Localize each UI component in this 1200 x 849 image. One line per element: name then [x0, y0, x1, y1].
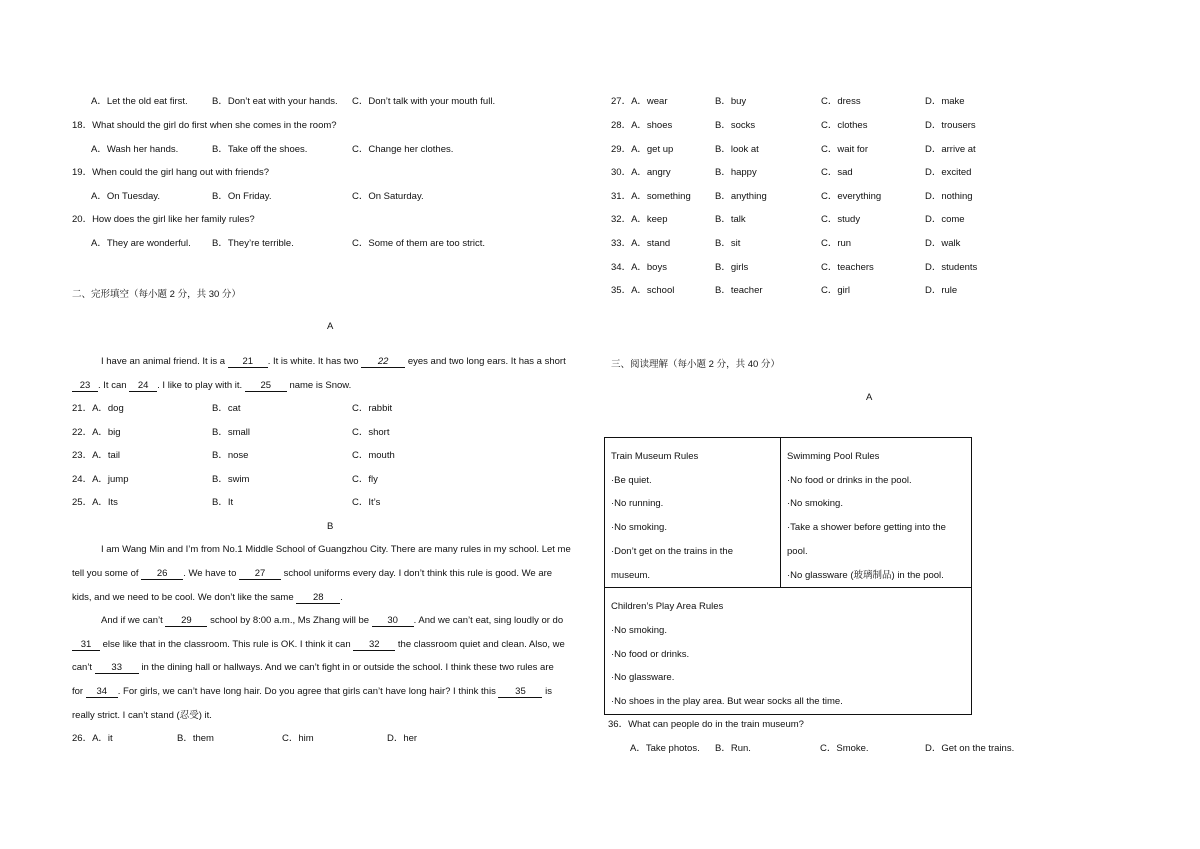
q21-option-c: C．rabbit — [352, 403, 393, 414]
q24-option-a: 24．A．jump — [72, 474, 129, 485]
blank-29: 29 — [165, 615, 207, 627]
blank-30: 30 — [372, 615, 414, 627]
rule-item: ·No running. — [611, 498, 664, 510]
q19-option-a: A．On Tuesday. — [91, 191, 160, 202]
q36-option-c: C．Smoke. — [820, 743, 869, 754]
q30-option-b: B．happy — [715, 167, 757, 178]
q23-option-a: 23．A．tail — [72, 450, 121, 461]
rule-item: ·No food or drinks. — [611, 648, 690, 660]
q30-option-a: 30．A．angry — [611, 167, 671, 178]
passage-text: I have an animal friend. It is a — [101, 356, 226, 367]
swimming-pool-rules-title: Swimming Pool Rules — [787, 451, 880, 462]
q22-option-c: C．short — [352, 427, 390, 438]
passage-text: can’t — [72, 662, 93, 673]
q18-option-a: A．Wash her hands. — [91, 144, 179, 155]
rule-item: ·No glassware. — [611, 672, 675, 684]
q21-option-b: B．cat — [212, 403, 241, 414]
q24-option-b: B．swim — [212, 474, 250, 485]
q31-option-d: D．nothing — [925, 191, 973, 202]
q35-option-c: C．girl — [821, 285, 851, 296]
q20-text: 20．How does the girl like her family rules? — [72, 214, 255, 225]
blank-28: 28 — [296, 592, 340, 604]
rule-item: ·No smoking. — [787, 498, 843, 510]
q33-option-a: 33．A．stand — [611, 238, 671, 249]
rules-table — [604, 437, 972, 715]
rule-item: ·Be quiet. — [611, 474, 652, 486]
train-museum-rules-title: Train Museum Rules — [611, 451, 699, 462]
blank-21: 21 — [228, 356, 268, 368]
q36-option-b: B．Run. — [715, 743, 751, 754]
q26-option-d: D．her — [387, 733, 418, 744]
rule-item: ·No shoes in the play area. But wear socks all the time. — [611, 696, 843, 708]
q35-option-a: 35．A．school — [611, 285, 675, 296]
rule-item: ·No food or drinks in the pool. — [787, 474, 912, 486]
q17-option-c: C．Don’t talk with your mouth full. — [352, 96, 496, 107]
reading-a-label: A — [866, 392, 873, 403]
passage-text: else like that in the classroom. This rule is OK. I think it can — [102, 639, 351, 650]
q33-option-b: B．sit — [715, 238, 741, 249]
q26-option-a: 26．A．it — [72, 733, 113, 744]
rule-item: ·Take a shower before getting into the pool. — [787, 522, 946, 557]
q29-option-d: D．arrive at — [925, 144, 976, 155]
q30-option-c: C．sad — [821, 167, 853, 178]
passage-text: the classroom quiet and clean. Also, we — [397, 639, 565, 650]
passage-text: school by 8:00 a.m., Ms Zhang will be — [210, 615, 370, 626]
blank-33: 33 — [95, 662, 139, 674]
q25-option-a: 25．A．Its — [72, 497, 118, 508]
passage-text: . I like to play with it. — [157, 380, 243, 391]
q32-option-d: D．come — [925, 214, 965, 225]
passage-text: school uniforms every day. I don’t think this rule is good. We are — [283, 568, 553, 579]
passage-b-line-1 — [101, 544, 590, 556]
passage-b-line-6 — [72, 662, 554, 674]
q25-option-b: B．It — [212, 497, 234, 508]
passage-text: eyes and two long ears. It has a short — [407, 356, 566, 367]
passage-text: really strict. I can’t stand (忍受) it. — [72, 710, 212, 721]
passage-text: . It is white. It has two — [267, 356, 359, 367]
q23-option-c: C．mouth — [352, 450, 395, 461]
q36-option-a: A．Take photos. — [630, 743, 700, 754]
q34-option-a: 34．A．boys — [611, 262, 667, 273]
q27-option-d: D．make — [925, 96, 965, 107]
passage-b-line-8 — [72, 710, 212, 722]
q36-text: 36．What can people do in the train museum? — [608, 719, 804, 730]
blank-27: 27 — [239, 568, 281, 580]
passage-text: . — [340, 592, 343, 603]
q33-option-d: D．walk — [925, 238, 961, 249]
q31-option-a: 31．A．something — [611, 191, 691, 202]
passage-text: kids, and we need to be cool. We don’t like the same — [72, 592, 294, 603]
q28-option-b: B．socks — [715, 120, 756, 131]
q29-option-c: C．wait for — [821, 144, 868, 155]
train-museum-rules-cell — [605, 438, 781, 588]
q19-text: 19．When could the girl hang out with friends? — [72, 167, 269, 178]
q32-option-b: B．talk — [715, 214, 746, 225]
q32-option-c: C．study — [821, 214, 861, 225]
q34-option-b: B．girls — [715, 262, 749, 273]
passage-b-label: B — [327, 521, 334, 532]
passage-b-line-3 — [72, 592, 343, 604]
rule-item: ·Don’t get on the trains in the museum. — [611, 545, 733, 581]
passage-a-line-1 — [101, 356, 566, 368]
section2-title: 二、完形填空（每小题 2 分，共 30 分） — [72, 289, 241, 300]
q27-option-c: C．dress — [821, 96, 861, 107]
q18-text: 18．What should the girl do first when she comes in the room? — [72, 120, 337, 131]
play-area-rules-cell — [605, 588, 972, 715]
passage-text: . It can — [98, 380, 127, 391]
passage-text: for — [72, 686, 84, 697]
blank-35: 35 — [498, 686, 542, 698]
rule-item: ·No smoking. — [611, 624, 667, 636]
blank-24: 24 — [129, 380, 157, 392]
passage-text: . For girls, we can’t have long hair. Do you agree that girls can’t have long hair? I think this — [117, 686, 496, 697]
q20-option-a: A．They are wonderful. — [91, 238, 191, 249]
q22-option-a: 22．A．big — [72, 427, 121, 438]
q26-option-b: B．them — [177, 733, 214, 744]
q19-option-b: B．On Friday. — [212, 191, 272, 202]
blank-34: 34 — [86, 686, 118, 698]
q20-option-c: C．Some of them are too strict. — [352, 238, 486, 249]
q21-option-a: 21．A．dog — [72, 403, 124, 414]
q29-option-a: 29．A．get up — [611, 144, 674, 155]
passage-text: . And we can’t eat, sing loudly or do — [413, 615, 564, 626]
q18-option-c: C．Change her clothes. — [352, 144, 454, 155]
passage-b-line-7 — [72, 686, 552, 698]
blank-25: 25 — [245, 380, 287, 392]
passage-a-line-2 — [72, 380, 351, 392]
q28-option-c: C．clothes — [821, 120, 868, 131]
q36-option-d: D．Get on the trains. — [925, 743, 1015, 754]
q18-option-b: B．Take off the shoes. — [212, 144, 308, 155]
rule-item: ·No glassware (玻璃制品) in the pool. — [787, 569, 944, 581]
passage-text: in the dining hall or hallways. And we can’t fight in or outside the school. I think these two rules are — [141, 662, 554, 673]
q27-option-b: B．buy — [715, 96, 747, 107]
q26-option-c: C．him — [282, 733, 314, 744]
passage-text: name is Snow. — [289, 380, 352, 391]
section3-title: 三、阅读理解（每小题 2 分，共 40 分） — [611, 359, 780, 370]
blank-22: 22 — [361, 356, 405, 368]
q35-option-d: D．rule — [925, 285, 958, 296]
passage-text: . We have to — [183, 568, 237, 579]
q17-option-a: A．Let the old eat first. — [91, 96, 188, 107]
q31-option-b: B．anything — [715, 191, 767, 202]
passage-text: tell you some of — [72, 568, 139, 579]
q28-option-d: D．trousers — [925, 120, 976, 131]
swimming-pool-rules-cell — [781, 438, 972, 588]
q25-option-c: C．It’s — [352, 497, 381, 508]
passage-text: is — [545, 686, 552, 697]
q28-option-a: 28．A．shoes — [611, 120, 673, 131]
passage-text: And if we can’t — [101, 615, 163, 626]
passage-b-line-2 — [72, 568, 552, 580]
rule-item: ·No smoking. — [611, 522, 667, 534]
q22-option-b: B．small — [212, 427, 251, 438]
passage-text: I am Wang Min and I’m from No.1 Middle School of Guangzhou City. There are many rules in my school. Let me — [101, 544, 571, 555]
q31-option-c: C．everything — [821, 191, 882, 202]
q34-option-d: D．students — [925, 262, 978, 273]
blank-32: 32 — [353, 639, 395, 651]
q33-option-c: C．run — [821, 238, 852, 249]
q19-option-c: C．On Saturday. — [352, 191, 424, 202]
passage-b-line-4 — [101, 615, 563, 627]
play-area-rules-title: Children’s Play Area Rules — [611, 601, 724, 613]
q24-option-c: C．fly — [352, 474, 378, 485]
q23-option-b: B．nose — [212, 450, 249, 461]
q35-option-b: B．teacher — [715, 285, 763, 296]
passage-a-label: A — [327, 321, 334, 332]
blank-31: 31 — [72, 639, 100, 651]
q34-option-c: C．teachers — [821, 262, 874, 273]
q20-option-b: B．They’re terrible. — [212, 238, 294, 249]
blank-23: 23 — [72, 380, 98, 392]
blank-26: 26 — [141, 568, 183, 580]
q27-option-a: 27．A．wear — [611, 96, 668, 107]
q32-option-a: 32．A．keep — [611, 214, 668, 225]
q17-option-b: B．Don’t eat with your hands. — [212, 96, 338, 107]
passage-b-line-5 — [72, 639, 565, 651]
q29-option-b: B．look at — [715, 144, 759, 155]
q30-option-d: D．excited — [925, 167, 972, 178]
